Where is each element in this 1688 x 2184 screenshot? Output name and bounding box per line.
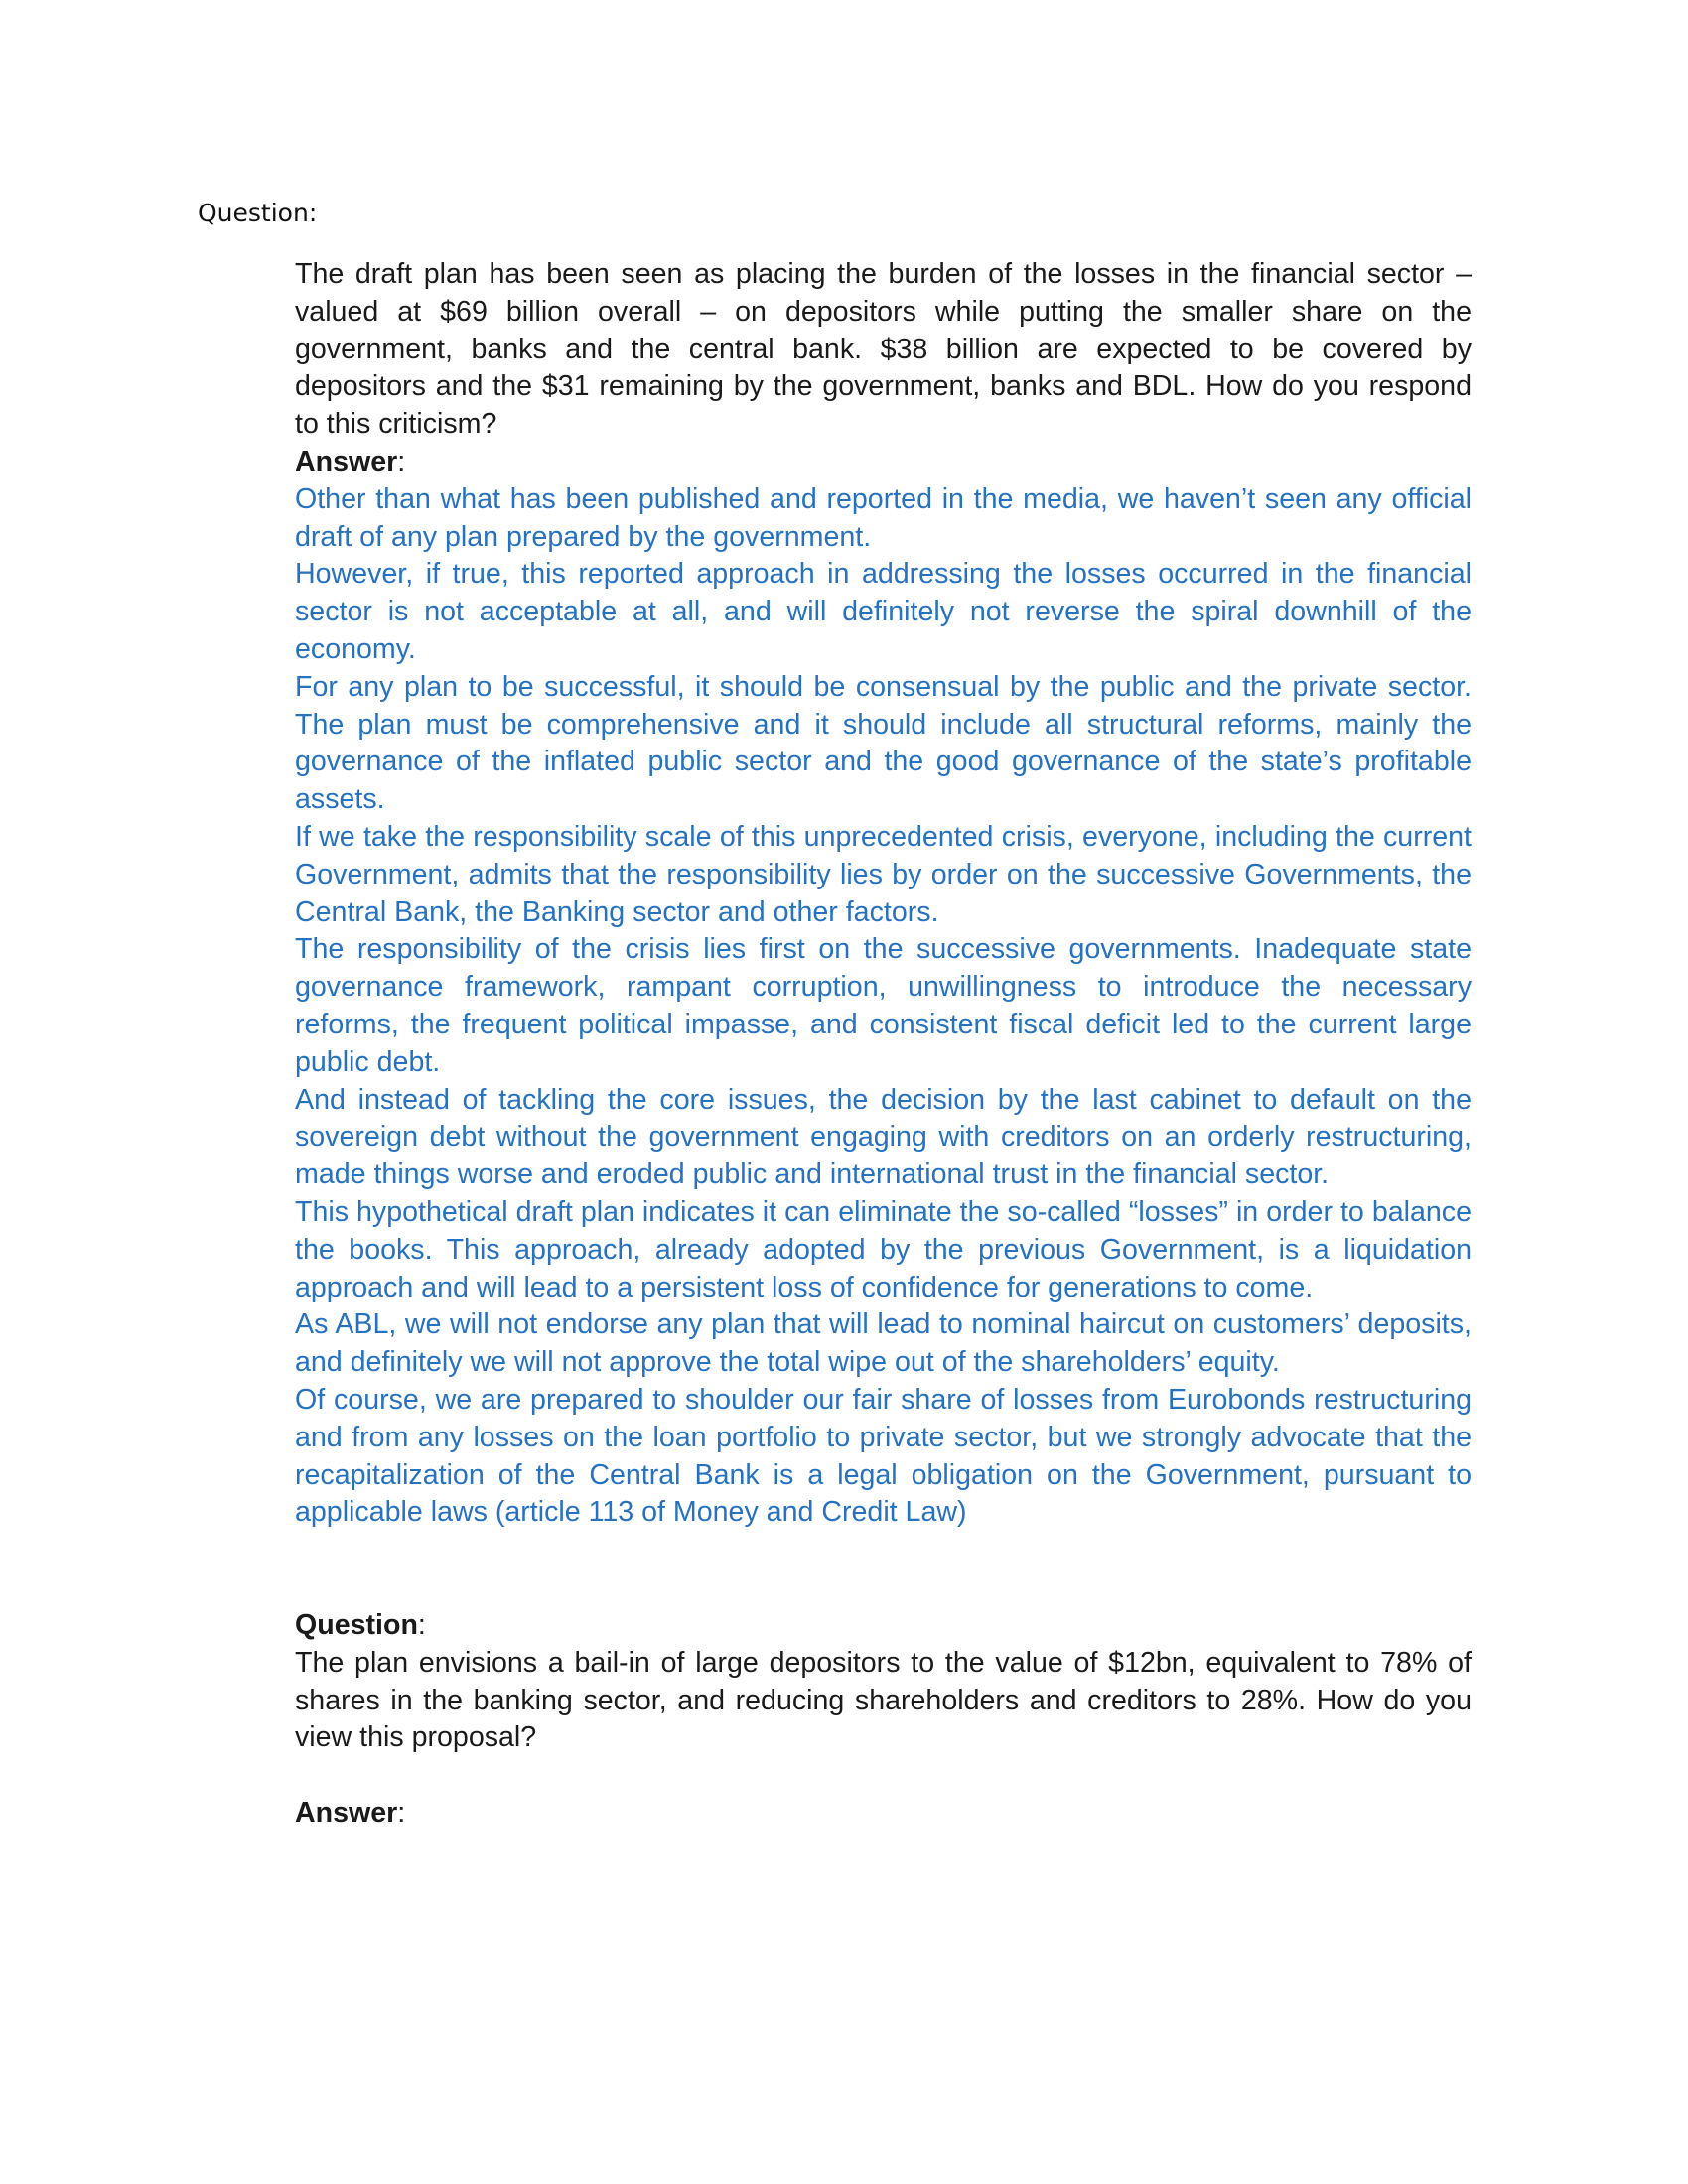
question-2-heading	[295, 1607, 1472, 1645]
answer-label: Answer	[295, 445, 398, 478]
answer-paragraph: As ABL, we will not endorse any plan that will lead to nominal haircut on customers’ deposits, and definitely we will not approve the total wipe out of the shareholders’ equity.	[295, 1308, 1472, 1379]
document-body	[295, 256, 1472, 1833]
question-1-text: The draft plan has been seen as placing the burden of the losses in the financial sector – valued at $69 billion overall – on depositors while putting the smaller share on the government, banks and the central bank. $38 billion are expected to be covered by depositors and the $31 remaining by the government, banks and BDL. How do you respond to this criticism?	[295, 258, 1472, 441]
answer-paragraph: The responsibility of the crisis lies first on the successive governments. Inadequate state governance framework, rampant corruption, unwillingness to introduce the necessary reforms, the frequent political impasse, and consistent fiscal deficit led to the current large public debt.	[295, 933, 1472, 1078]
answer-paragraph: And instead of tackling the core issues, the decision by the last cabinet to default on the sovereign debt without the government engaging with creditors on an orderly restructuring, made things worse and eroded public and international trust in the financial sector.	[295, 1083, 1472, 1191]
answer-2-heading	[295, 1795, 1472, 1833]
answer-label: Answer	[295, 1797, 398, 1830]
question-colon: :	[417, 1609, 426, 1642]
answer-paragraph: For any plan to be successful, it should be consensual by the public and the private sector. The plan must be comprehensive and it should include all structural reforms, mainly the governance of the inflated public sector and the good governance of the state’s profitable assets.	[295, 670, 1472, 816]
answer-colon: :	[397, 1797, 406, 1830]
answer-paragraph: However, if true, this reported approach in addressing the losses occurred in the financial sector is not acceptable at all, and will definitely not reverse the spiral downhill of the economy.	[295, 558, 1472, 665]
answer-colon: :	[397, 445, 406, 478]
answer-1-heading	[295, 444, 1472, 481]
question-heading: Question:	[198, 199, 318, 227]
answer-paragraph: This hypothetical draft plan indicates it can eliminate the so-called “losses” in order to balance the books. This approach, already adopted by the previous Government, is a liquidation approach and will lead to a persistent loss of confidence for generations to come.	[295, 1195, 1472, 1303]
question-2-block	[295, 1607, 1472, 1757]
answer-paragraph: Other than what has been published and reported in the media, we haven’t seen any official draft of any plan prepared by the government.	[295, 482, 1472, 553]
answer-paragraph: If we take the responsibility scale of this unprecedented crisis, everyone, including the current Government, admits that the responsibility lies by order on the successive Governments, the Central Bank, the Banking sector and other factors.	[295, 820, 1472, 928]
answer-paragraph: Of course, we are prepared to shoulder our fair share of losses from Eurobonds restructuring and from any losses on the loan portfolio to private sector, but we strongly advocate that the recapitalization of the Central Bank is a legal obligation on the Government, pursuant to applicable laws (article 113 of Money and Credit Law)	[295, 1383, 1472, 1529]
question-2-text: The plan envisions a bail-in of large depositors to the value of $12bn, equivalent to 78% of shares in the banking sector, and reducing shareholders and creditors to 28%. How do you view this proposal?	[295, 1646, 1472, 1754]
answer-1-block	[295, 444, 1472, 1532]
question-label: Question	[295, 1609, 418, 1642]
